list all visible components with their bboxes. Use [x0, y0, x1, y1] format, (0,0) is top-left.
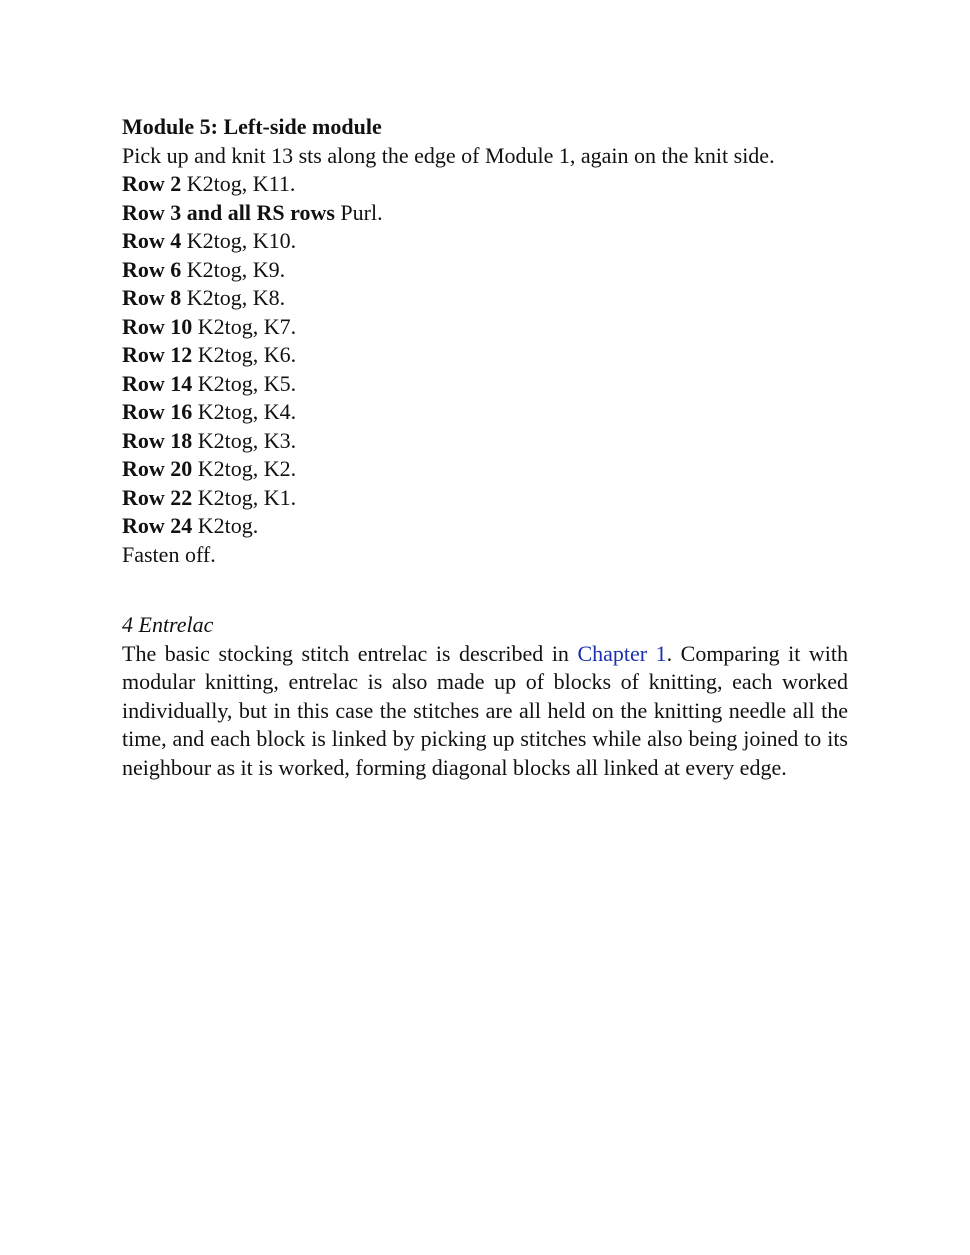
- row-label: Row 12: [122, 342, 193, 367]
- row-text: K2tog, K11.: [181, 171, 296, 196]
- row-label: Row 4: [122, 228, 182, 253]
- row-text: K2tog, K8.: [181, 285, 286, 310]
- row-instruction: [122, 512, 848, 541]
- row-text: K2tog, K6.: [192, 342, 297, 367]
- closing-instruction: Fasten off.: [122, 541, 216, 567]
- row-text: K2tog, K4.: [192, 399, 297, 424]
- row-instruction: [122, 398, 848, 427]
- row-instruction: [122, 370, 848, 399]
- row-text: K2tog, K10.: [181, 228, 297, 253]
- row-label: Row 3 and all RS rows: [122, 199, 335, 225]
- section-gap: [122, 569, 848, 611]
- row-label: Row 16: [122, 399, 193, 424]
- module-heading: Module 5: Left-side module: [122, 114, 382, 139]
- row-text: Purl.: [334, 199, 383, 225]
- row-label: Row 24: [122, 513, 193, 538]
- row-text: K2tog, K1.: [192, 484, 297, 510]
- row-text: K2tog, K7.: [192, 313, 297, 339]
- row-instructions: [122, 170, 848, 541]
- row-label: Row 8: [122, 285, 182, 310]
- row-instruction: [122, 427, 848, 456]
- row-text: K2tog, K5.: [192, 370, 297, 396]
- section-title: 4 Entrelac: [122, 612, 214, 637]
- row-text: K2tog, K9.: [181, 256, 286, 282]
- row-label: Row 22: [122, 484, 193, 510]
- row-label: Row 20: [122, 456, 193, 481]
- entrelac-paragraph: [122, 640, 848, 783]
- row-instruction: [122, 341, 848, 370]
- row-instruction: [122, 199, 848, 228]
- row-text: K2tog.: [192, 513, 259, 538]
- row-instruction: [122, 313, 848, 342]
- module-intro: Pick up and knit 13 sts along the edge of Module 1, again on the knit side.: [122, 142, 775, 168]
- paragraph-text-start: The basic stocking stitch entrelac is described in: [122, 640, 578, 666]
- row-text: K2tog, K3.: [192, 427, 297, 453]
- row-instruction: [122, 256, 848, 285]
- row-label: Row 10: [122, 313, 193, 339]
- row-label: Row 14: [122, 370, 193, 396]
- row-instruction: [122, 227, 848, 256]
- row-instruction: [122, 484, 848, 513]
- row-instruction: [122, 284, 848, 313]
- row-label: Row 18: [122, 427, 193, 453]
- row-instruction: [122, 170, 848, 199]
- document-page: [122, 113, 848, 782]
- row-instruction: [122, 455, 848, 484]
- row-label: Row 6: [122, 256, 182, 282]
- chapter-link[interactable]: Chapter 1: [577, 640, 667, 666]
- row-label: Row 2: [122, 171, 182, 196]
- paragraph-text-end: . Comparing it with modular knitting, entrelac is also made up of blocks of knitting, each worked individually, but in this case the stitches are all held on the knitting needle all the time, and each block is linked by picking up stitches while also being joined to its neighbour as it is worked, forming diagonal blocks all linked at every edge.: [122, 640, 849, 780]
- row-text: K2tog, K2.: [192, 456, 297, 481]
